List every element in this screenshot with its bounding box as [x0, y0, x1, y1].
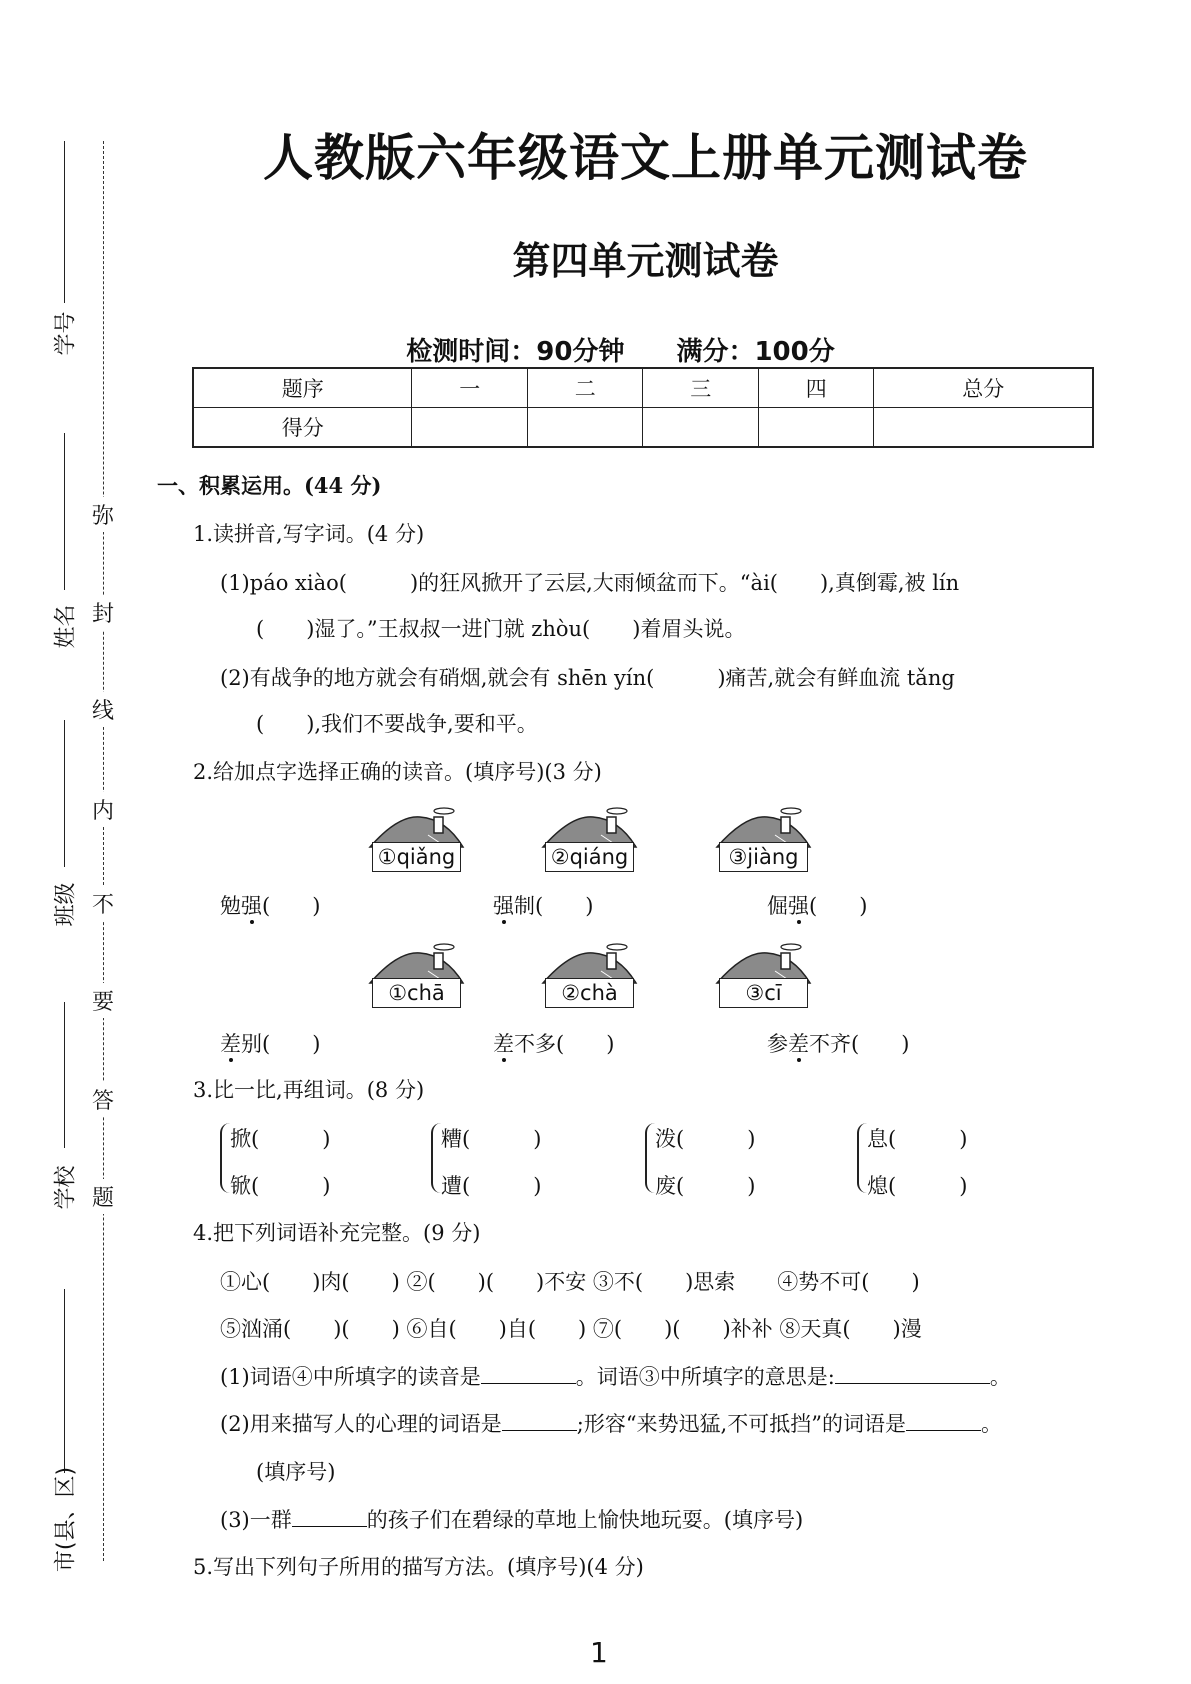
idiom-row: ⑤汹涌( )( ) ⑥自( )自( ) ⑦( )( )补补 ⑧天真( )漫	[220, 1317, 922, 1341]
pinyin-option: ①chā	[372, 978, 461, 1008]
pinyin-option: ③cī	[719, 978, 808, 1008]
seal-char: 线	[92, 692, 114, 727]
question-line: (1)páo xiào( )的狂风掀开了云层,大雨倾盆而下。“ài( ),真倒霉,被 lín	[220, 571, 960, 595]
student-id-label: 学号	[53, 311, 79, 356]
sub-question-text: (1)词语④中所填字的读音是	[220, 1365, 481, 1389]
word-text: 勉	[220, 894, 241, 918]
word-item	[220, 890, 320, 920]
seal-char: 答	[92, 1082, 114, 1117]
seal-char: 封	[92, 595, 114, 630]
score-cell[interactable]	[527, 408, 643, 448]
sub-question-text: ;形容“来势迅猛,不可抵挡”的词语是	[576, 1412, 906, 1436]
sub-question-text: (3)一群	[220, 1508, 292, 1532]
compare-word[interactable]: 锨( )	[230, 1174, 331, 1198]
answer-blank[interactable]	[481, 1363, 576, 1384]
sub-question-text: (2)用来描写人的心理的词语是	[220, 1412, 502, 1436]
compare-word[interactable]: 废( )	[655, 1174, 756, 1198]
answer-blank[interactable]: ( )	[262, 894, 321, 918]
table-header-cell: 总分	[874, 368, 1093, 408]
compare-word[interactable]: 遭( )	[441, 1174, 542, 1198]
seal-char: 内	[92, 792, 114, 827]
answer-blank[interactable]	[292, 1506, 367, 1527]
question-line: ( ),我们不要战争,要和平。	[256, 712, 538, 736]
word-item	[767, 1028, 909, 1058]
note: (填序号)	[256, 1460, 336, 1484]
score-label: 得分	[193, 408, 412, 448]
section-heading: 一、积累运用。(44 分)	[157, 473, 382, 498]
idiom-row: ①心( )肉( ) ②( )( )不安 ③不( )思索 ④势不可( )	[220, 1270, 920, 1294]
answer-blank[interactable]: 制( )	[514, 894, 594, 918]
school-label: 学校	[53, 1165, 79, 1210]
dotted-char: 差	[493, 1032, 514, 1056]
pinyin-house	[715, 943, 812, 1011]
dotted-char: 差	[788, 1032, 809, 1056]
seal-char: 题	[92, 1179, 114, 1214]
pinyin-house	[541, 807, 638, 875]
seal-char: 不	[92, 886, 114, 921]
answer-blank[interactable]: 不多( )	[514, 1032, 615, 1056]
pinyin-house	[541, 943, 638, 1011]
table-header-cell: 一	[412, 368, 528, 408]
fill-line	[64, 1289, 65, 1473]
compare-word[interactable]: 泼( )	[655, 1127, 756, 1151]
word-item	[767, 890, 867, 920]
dotted-char: 强	[788, 894, 809, 918]
seal-char: 要	[92, 983, 114, 1018]
answer-blank[interactable]: 别( )	[241, 1032, 321, 1056]
score-table	[192, 367, 1094, 448]
pinyin-option: ②chà	[545, 978, 634, 1008]
question-title: 5.写出下列句子所用的描写方法。(填序号)(4 分)	[193, 1555, 644, 1579]
word-item	[493, 890, 593, 920]
question-title: 3.比一比,再组词。(8 分)	[193, 1078, 425, 1102]
table-header-cell: 四	[758, 368, 874, 408]
answer-blank[interactable]: 不齐( )	[809, 1032, 910, 1056]
sub-question-text: 。词语③中所填字的意思是:	[575, 1365, 835, 1389]
dotted-char: 强	[241, 894, 262, 918]
answer-blank[interactable]: ( )	[809, 894, 868, 918]
table-header-cell: 题序	[193, 368, 412, 408]
page-number: 1	[590, 1636, 608, 1669]
answer-blank[interactable]	[502, 1410, 577, 1431]
compare-word[interactable]: 息( )	[867, 1127, 968, 1151]
question-line: (2)有战争的地方就会有硝烟,就会有 shēn yín( )痛苦,就会有鲜血流 tǎng	[220, 666, 955, 690]
exam-time-info: 检测时间：90分钟 满分：100分	[406, 337, 835, 367]
table-header-cell: 二	[527, 368, 643, 408]
sub-question-text: 。	[980, 1412, 1002, 1436]
unit-title: 第四单元测试卷	[512, 239, 779, 283]
compare-word[interactable]: 掀( )	[230, 1127, 331, 1151]
name-label: 姓名	[53, 604, 79, 649]
word-item	[220, 1028, 320, 1058]
pinyin-option: ③jiàng	[719, 842, 808, 872]
pinyin-house	[368, 807, 465, 875]
fill-line	[64, 1002, 65, 1148]
pinyin-house	[715, 807, 812, 875]
compare-word[interactable]: 熄( )	[867, 1174, 968, 1198]
question-title: 2.给加点字选择正确的读音。(填序号)(3 分)	[193, 760, 602, 784]
sub-question-text: 的孩子们在碧绿的草地上愉快地玩耍。(填序号)	[366, 1508, 804, 1532]
seal-char: 弥	[92, 497, 114, 532]
question-line: ( )湿了。”王叔叔一进门就 zhòu( )着眉头说。	[256, 617, 746, 641]
score-cell[interactable]	[758, 408, 874, 448]
answer-blank[interactable]	[906, 1410, 981, 1431]
question-title: 1.读拼音,写字词。(4 分)	[193, 522, 425, 546]
city-label: 市(县、区)	[53, 1466, 79, 1573]
pinyin-option: ②qiáng	[545, 842, 634, 872]
sub-question	[220, 1408, 1002, 1438]
question-title: 4.把下列词语补充完整。(9 分)	[193, 1221, 481, 1245]
pinyin-option: ①qiǎng	[372, 842, 461, 872]
score-cell[interactable]	[412, 408, 528, 448]
class-label: 班级	[53, 882, 79, 927]
sub-question	[220, 1361, 1011, 1391]
answer-blank[interactable]	[835, 1363, 990, 1384]
sub-question-text: 。	[989, 1365, 1011, 1389]
score-cell[interactable]	[643, 408, 759, 448]
sub-question	[220, 1504, 803, 1534]
dotted-char: 差	[220, 1032, 241, 1056]
word-item	[493, 1028, 614, 1058]
dotted-char: 强	[493, 894, 514, 918]
table-row	[193, 408, 1093, 448]
table-header-cell: 三	[643, 368, 759, 408]
page-title: 人教版六年级语文上册单元测试卷	[263, 129, 1028, 187]
table-row	[193, 368, 1093, 408]
pinyin-house	[368, 943, 465, 1011]
compare-word[interactable]: 糟( )	[441, 1127, 542, 1151]
score-cell[interactable]	[874, 408, 1093, 448]
word-text: 倔	[767, 894, 788, 918]
word-text: 参	[767, 1032, 788, 1056]
